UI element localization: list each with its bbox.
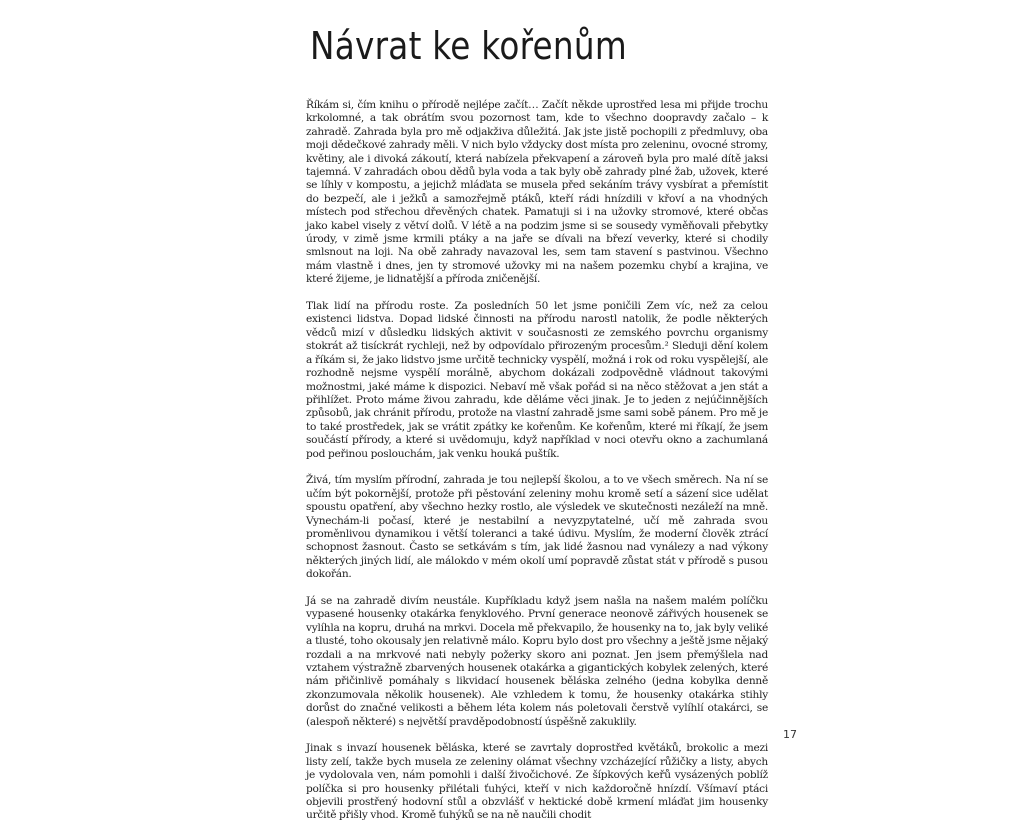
- paragraph: Tlak lidí na přírodu roste. Za posledních 50 let jsme poničili Zem víc, než za celou existenci lidstva. Dopad lidské činnosti na přírodu narostl natolik, že podle některých vědců mizí v důsledku lidských aktivit v současnosti ze zemského povrchu organismy stokrát až tisíckrát rychleji, než by odpovídalo přirozeným procesům.² Sleduji dění kolem a říkám si, že jako lidstvo jsme určitě technicky vyspělí, možná i rok od roku vyspělejší, ale rozhodně nejsme vyspělí morálně, abychom dokázali zodpovědně vládnout takovými možnostmi, jaké máme k dispozici. Nebaví mě však pořád si na něco stěžovat a jen stát a přihlížet. Proto máme živou zahradu, kde děláme věci jinak. Je to jeden z nejúčinnějších způsobů, jak chránit přírodu, protože na vlastní zahradě jsme sami sobě pánem. Pro mě je to také prostředek, jak se vrátit zpátky ke kořenům. Ke kořenům, které mi říkají, že jsem součástí přírody, a které si uvědomuju, když například v noci otevřu okno a zachumlaná pod peřinou poslouchám, jak venku houká puštík.: [306, 300, 768, 460]
- page-number: 17: [783, 728, 797, 741]
- chapter-title: Návrat ke kořenům: [310, 24, 627, 68]
- paragraph: Živá, tím myslím přírodní, zahrada je tou nejlepší školou, a to ve všech směrech. Na ní se učím být pokornější, protože při pěstování zeleniny mohu kromě setí a sázení sice udělat spoustu opatření, aby všechno hezky rostlo, ale výsledek ve skutečnosti nezáleží na mně. Vynechám-li počasí, které je nestabilní a nevyzpytatelné, učí mě zahrada svou proměnlivou dynamikou i větší toleranci a také údivu. Myslím, že moderní člověk ztrácí schopnost žasnout. Často se setkávám s tím, jak lidé žasnou nad vynálezy a nad výkony některých jiných lidí, ale málokdo v mém okolí umí popravdě zůstat stát v přírodě s pusou dokořán.: [306, 474, 768, 581]
- paragraph: Říkám si, čím knihu o přírodě nejlépe začít… Začít někde uprostřed lesa mi přijde trochu krkolomné, a tak obrátím svou pozornost tam, kde to všechno doopravdy začalo – k zahradě. Zahrada byla pro mě odjakživa důležitá. Jak jste jistě pochopili z předmluvy, oba moji dědečkové zahrady měli. V nich bylo vždycky dost místa pro zeleninu, ovocné stromy, květiny, ale i divoká zákoutí, která nabízela překvapení a zároveň byla pro malé dítě jaksi tajemná. V zahradách obou dědů byla voda a tak byly obě zahrady plné žab, užovek, které se líhly v kompostu, a jejichž mláďata se musela před sekáním trávy vysbírat a přemístit do bezpečí, ale i ježků a samozřejmě ptáků, kteří rádi hnízdili v křoví a na vhodných místech pod střechou dřevěných chatek. Pamatuji si i na užovky stromové, které občas jako kabel visely z větví dolů. V létě a na podzim jsme si se sousedy vyměňovali přebytky úrody, v zimě jsme krmili ptáky a na jaře se dívali na březí veverky, které si chodily smlsnout na loji. Na obě zahrady navazoval les, sem tam stavení s pastvinou. Všechno mám vlastně i dnes, jen ty stromové užovky mi na našem pozemku chybí a krajina, ve které žijeme, je lidnatější a příroda zničenější.: [306, 99, 768, 286]
- paragraph: Já se na zahradě divím neustále. Kupříkladu když jsem našla na našem malém políčku vypasené housenky otakárka fenyklového. První generace neonově zářivých housenek se vylíhla na kopru, druhá na mrkvi. Docela mě překvapilo, že housenky na to, jak byly veliké a tlusté, toho okousaly jen relativně málo. Kopru bylo dost pro všechny a ještě jsme nějaký rozdali a na mrkvové nati nebyly požerky skoro ani poznat. Jen jsem přemýšlela nad vztahem výstražně zbarvených housenek otakárka a gigantických kobylek zelených, které nám přičinlivě pomáhaly s likvidací housenek běláska zelného (jedna kobylka denně zkonzumovala několik housenek). Ale vzhledem k tomu, že housenky otakárka stihly dorůst do značné velikosti a během léta kolem nás poletovali čerstvě vylíhlí otakárci, se (alespoň některé) s největší pravděpodobností úspěšně zakuklily.: [306, 594, 768, 728]
- chapter-body: [306, 99, 768, 836]
- paragraph: Jinak s invazí housenek běláska, které se zavrtaly doprostřed květáků, brokolic a mezi listy zelí, takže bych musela ze zeleniny olámat všechny vzcházející růžičky a listy, abych je vydolovala ven, nám pomohli i další živočichové. Ze šípkových keřů vysázených poblíž políčka si pro housenky přilétali ťuhýci, kteří v nich každoročně hnízdí. Všímaví ptáci objevili prostřený hodovní stůl a obzvlášť v hektické době krmení mláďat jim housenky určitě přišly vhod. Kromě ťuhýků se na ně naučili chodit: [306, 742, 768, 822]
